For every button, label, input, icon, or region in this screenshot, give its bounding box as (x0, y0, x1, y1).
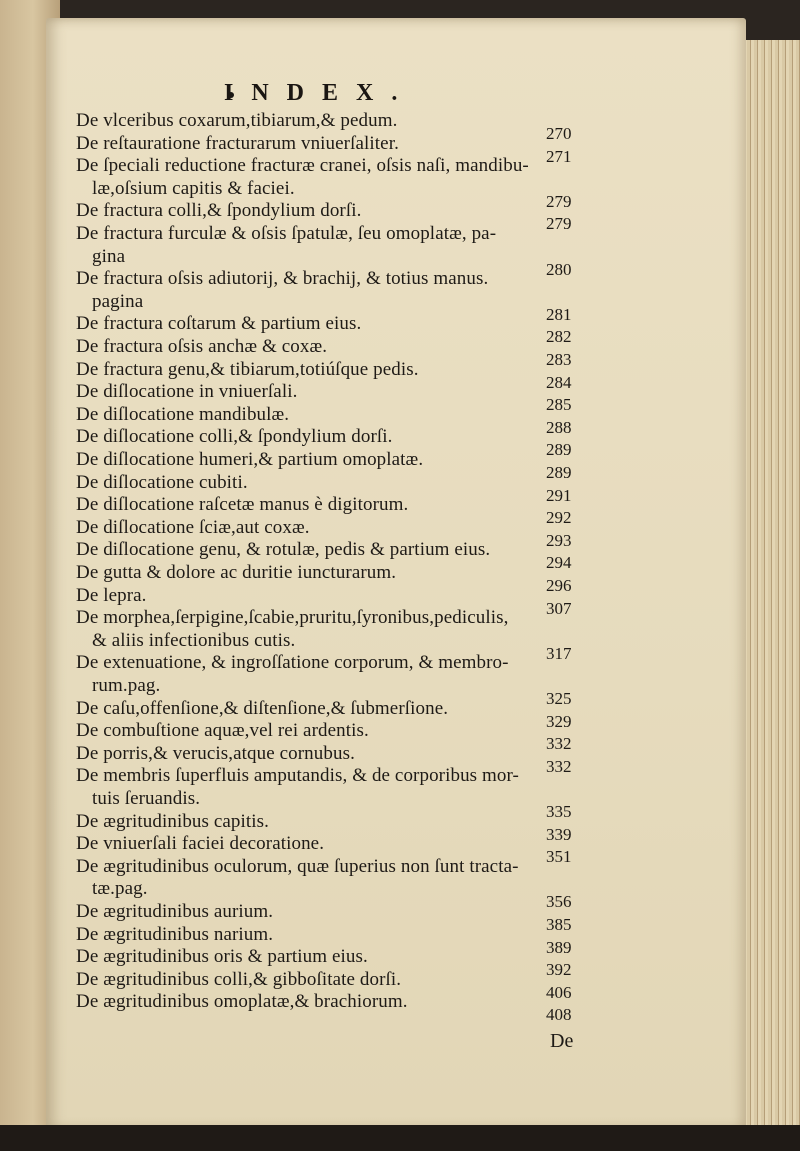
index-entry-text: De morphea,ſerpigine,ſcabie,pruritu,ſyronibus,pediculis, (76, 607, 509, 629)
index-entry-page: 329 (546, 711, 572, 731)
index-entry-text: rum.pag. (92, 675, 161, 696)
index-entry-page: 351 (546, 847, 572, 867)
index-entry-text: De ægritudinibus aurium. (76, 901, 274, 922)
index-entry-text: De fractura colli,& ſpondylium dorſi. (76, 200, 362, 222)
index-entry-page: 408 (546, 1005, 572, 1025)
index-entry-page: 282 (546, 327, 572, 347)
index-entry-page: 392 (546, 960, 572, 980)
index-entry-page: 332 (546, 756, 572, 776)
index-entry-page: 294 (546, 553, 572, 573)
index-entry-text: De ægritudinibus oculorum, quæ ſuperius non ſunt tracta- (76, 855, 519, 877)
index-entry-page: 339 (546, 824, 572, 844)
index-entry-text: De ægritudinibus oris & partium eius. (76, 946, 368, 968)
index-entry-text: De diſlocatione in vniuerſali. (76, 381, 298, 403)
index-entry-text: De extenuatione, & ingroſſatione corporum, & membro- (76, 652, 509, 674)
index-entry-page: 281 (546, 304, 572, 324)
index-entry-text: De ſpeciali reductione fracturæ cranei, oſsis naſi, mandibu- (76, 155, 529, 177)
index-entry-page: 356 (546, 892, 572, 912)
index-entry-text: De ægritudinibus omoplatæ,& brachiorum. (76, 991, 408, 1013)
index-entry-text: De diſlocatione genu, & rotulæ, pedis & partium eius. (76, 539, 491, 561)
index-entry-page: 406 (546, 982, 572, 1002)
index-entry-text: De diſlocatione humeri,& partium omoplatæ. (76, 449, 424, 470)
index-entry-text: De caſu,offenſione,& diſtenſione,& ſubmerſione. (76, 697, 449, 719)
index-entry-text: læ,oſsium capitis & faciei. (92, 177, 295, 199)
background-bottom (0, 1125, 800, 1151)
index-entry-page: 289 (546, 463, 572, 482)
index-entry-page: 279 (546, 191, 572, 211)
index-entry-text: De combuſtione aquæ,vel rei ardentis. (76, 720, 369, 742)
index-entry-page: 289 (546, 440, 572, 460)
index-entry-page: 291 (546, 485, 572, 505)
index-entry-text: De fractura oſsis adiutorij, & brachij, & totius manus. (76, 268, 489, 290)
index-entry-text: De diſlocatione raſcetæ manus è digitorum. (76, 494, 409, 516)
index-entry-page: 332 (546, 734, 572, 754)
index-entry-page: 325 (546, 689, 572, 708)
index-entry-page: 292 (546, 508, 572, 528)
index-entry-text: De fractura furculæ & oſsis ſpatulæ, ſeu omoplatæ, pa- (76, 223, 497, 244)
index-entry-page: 284 (546, 372, 572, 392)
index-entry-page: 293 (546, 530, 572, 550)
index-entry-text: De lepra. (76, 584, 147, 606)
index-entry-page: 385 (546, 915, 572, 934)
index-entry-page: 335 (546, 802, 572, 821)
index-entry-text: De fractura oſsis anchæ & coxæ. (76, 336, 328, 357)
index-entry-text: De ægritudinibus colli,& gibboſitate dorſi. (76, 968, 402, 990)
index-entry-text: gina (92, 245, 126, 267)
index-entry-page: 288 (546, 417, 572, 437)
index-entry-text: pagina (92, 290, 144, 312)
index-entry-text: De diſlocatione ſciæ,aut coxæ. (76, 516, 310, 538)
index-entry-page: 285 (546, 395, 572, 415)
index-entry-text: De diſlocatione cubiti. (76, 471, 248, 493)
index-entry-text: tuis ſeruandis. (92, 788, 201, 809)
index-entry-page: 270 (546, 124, 572, 143)
index-entry-text: De diſlocatione mandibulæ. (76, 403, 290, 425)
index-entry-text: De gutta & dolore ac duritie iuncturarum. (76, 562, 397, 583)
index-entry-text: De fractura coſtarum & partium eius. (76, 313, 362, 335)
index-entry-text: De porris,& verucis,atque cornubus. (76, 742, 355, 764)
index-entry-text: De vlceribus coxarum,tibiarum,& pedum. (76, 110, 398, 131)
index-entry-text: De ægritudinibus narium. (76, 923, 274, 945)
index-entry-text: De ægritudinibus capitis. (76, 810, 270, 832)
index-entry-text: De diſlocatione colli,& ſpondylium dorſi. (76, 426, 393, 448)
index-entry-page: 307 (546, 598, 572, 618)
index-entry-page: 280 (546, 259, 572, 279)
catchword: De (550, 1030, 574, 1052)
index-entry-text: De membris ſuperfluis amputandis, & de corporibus mor- (76, 765, 519, 787)
index-entry-page: 283 (546, 350, 572, 369)
index-entry-text: De vniuerſali faciei decoratione. (76, 833, 325, 855)
index-entry-text: De reſtauratione fracturarum vniuerſaliter. (76, 132, 399, 154)
index-entry-page: 317 (546, 643, 572, 663)
index-entry-text: & aliis infectionibus cutis. (92, 629, 296, 651)
index-entry-page: 279 (546, 214, 572, 234)
index-entry-page: 296 (546, 576, 572, 595)
index-entry-page: 389 (546, 937, 572, 957)
index-entry-text: tæ.pag. (92, 878, 148, 900)
index-entry-text: De fractura genu,& tibiarum,totiúſque pedis. (76, 358, 419, 380)
page-header: INDEX. (224, 80, 416, 106)
index-entry-page: 271 (546, 146, 572, 166)
